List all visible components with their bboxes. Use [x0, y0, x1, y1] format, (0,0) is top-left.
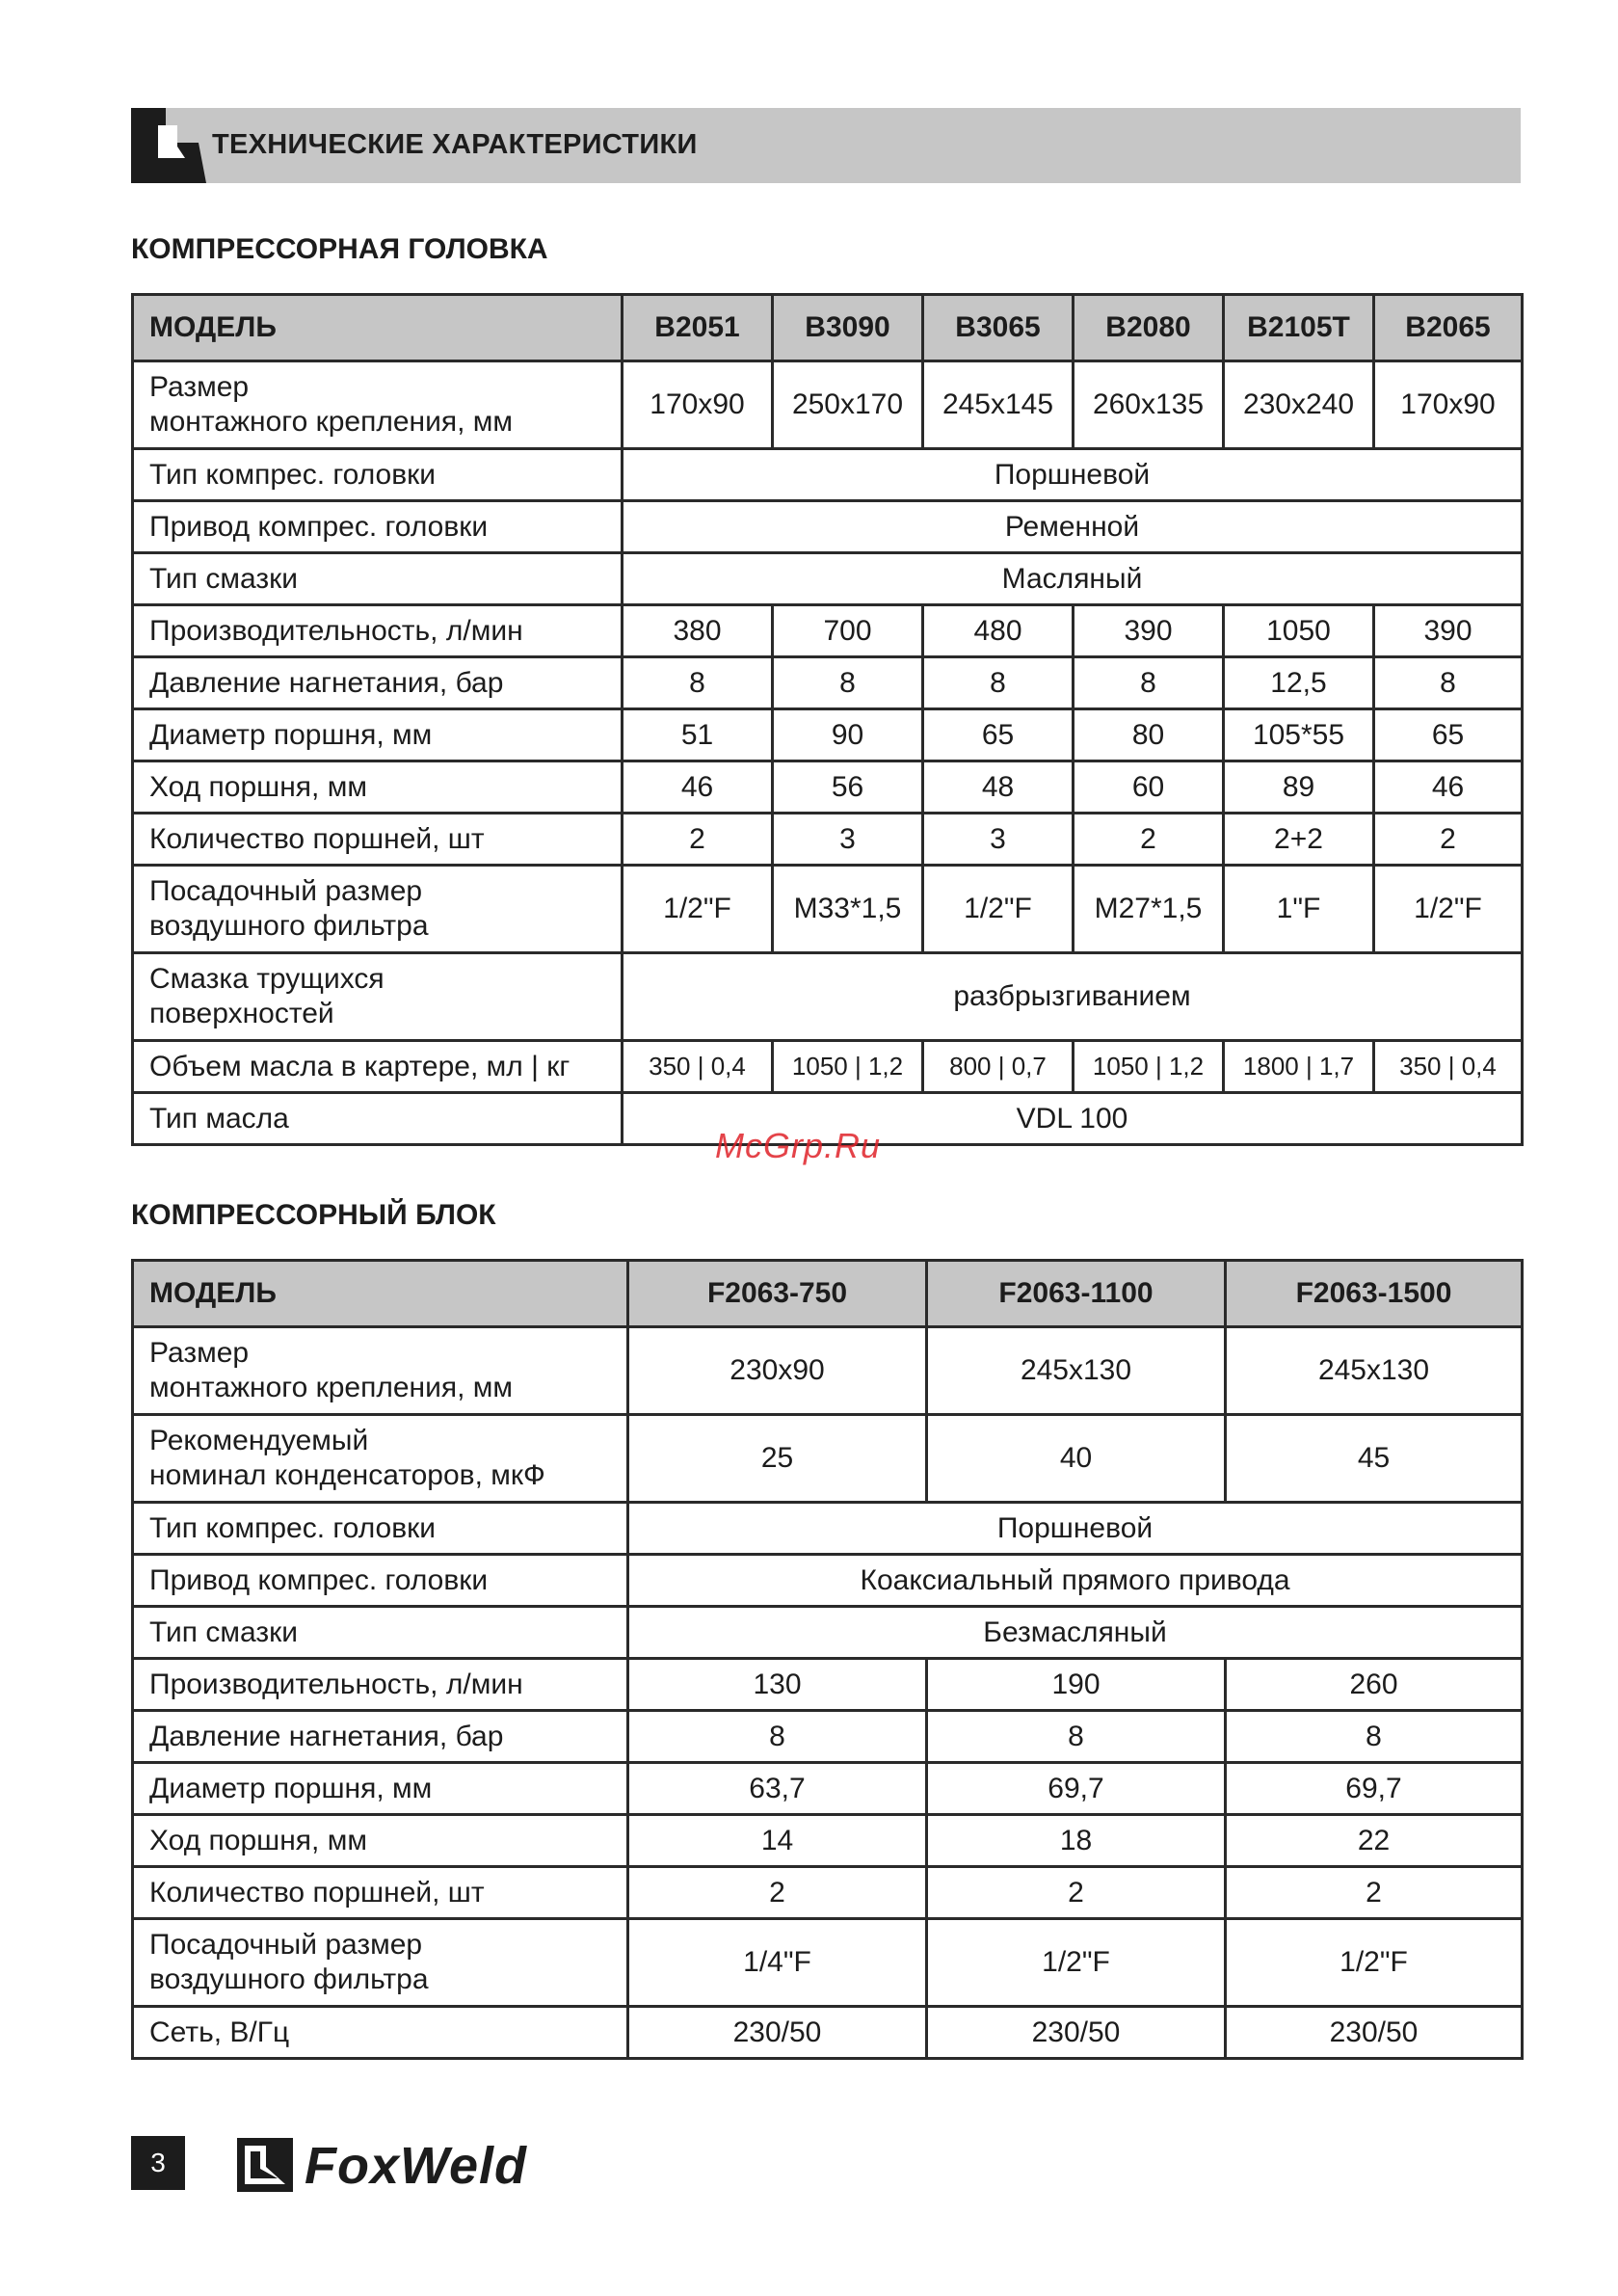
merged-value-cell: разбрызгиванием	[623, 953, 1523, 1041]
row-label-line: Диаметр поршня, мм	[149, 718, 433, 751]
value-cell: 63,7	[628, 1763, 927, 1815]
value-cell: 2	[1226, 1867, 1523, 1919]
value-cell: 90	[773, 709, 923, 761]
model-header-label: МОДЕЛЬ	[133, 295, 623, 361]
row-label	[133, 1093, 623, 1145]
row-label-line: Давление нагнетания, бар	[149, 1720, 504, 1752]
table-row	[133, 501, 1523, 553]
table-row	[133, 1659, 1523, 1711]
row-label	[133, 761, 623, 814]
value-cell: 69,7	[927, 1763, 1226, 1815]
model-header-label: МОДЕЛЬ	[133, 1261, 628, 1327]
value-cell: 170x90	[1374, 361, 1523, 449]
value-cell: 46	[1374, 761, 1523, 814]
value-cell: 230/50	[927, 2007, 1226, 2059]
value-cell: 2	[927, 1867, 1226, 1919]
row-label	[133, 1327, 628, 1415]
value-cell: 250x170	[773, 361, 923, 449]
value-cell: 48	[923, 761, 1074, 814]
merged-value-cell: Коаксиальный прямого привода	[628, 1555, 1523, 1607]
row-label	[133, 2007, 628, 2059]
table-row	[133, 2007, 1523, 2059]
row-label	[133, 501, 623, 553]
table-row	[133, 761, 1523, 814]
table-row	[133, 1415, 1523, 1503]
value-cell: 1/2"F	[1226, 1919, 1523, 2007]
value-cell: 22	[1226, 1815, 1523, 1867]
value-cell: 230x240	[1224, 361, 1374, 449]
value-cell: 3	[773, 814, 923, 866]
value-cell: M27*1,5	[1074, 866, 1224, 953]
value-cell: 1800 | 1,7	[1224, 1041, 1374, 1093]
row-label	[133, 1867, 628, 1919]
table-row	[133, 449, 1523, 501]
value-cell: 8	[1374, 657, 1523, 709]
row-label	[133, 1607, 628, 1659]
row-label-line: номинал конденсаторов, мкФ	[149, 1459, 545, 1491]
model-column-header: B2080	[1074, 295, 1224, 361]
value-cell: 8	[773, 657, 923, 709]
row-label-line: Производительность, л/мин	[149, 614, 523, 647]
row-label-line: Давление нагнетания, бар	[149, 666, 504, 699]
table-row	[133, 1763, 1523, 1815]
page-number: 3	[131, 2136, 185, 2190]
row-label	[133, 1659, 628, 1711]
watermark: McGrp.Ru	[715, 1126, 882, 1165]
table-row	[133, 361, 1523, 449]
row-label	[133, 1503, 628, 1555]
value-cell: 8	[923, 657, 1074, 709]
row-label	[133, 709, 623, 761]
row-label-line: монтажного крепления, мм	[149, 1372, 514, 1403]
section-title-compressor-head: КОМПРЕССОРНАЯ ГОЛОВКА	[131, 233, 548, 265]
row-label	[133, 1711, 628, 1763]
value-cell: 2	[1074, 814, 1224, 866]
row-label-line: Количество поршней, шт	[149, 1876, 485, 1909]
value-cell: 51	[623, 709, 773, 761]
row-label-line: воздушного фильтра	[149, 1963, 429, 1995]
model-column-header: B3065	[923, 295, 1074, 361]
value-cell: 2	[1374, 814, 1523, 866]
value-cell: 1/2"F	[1374, 866, 1523, 953]
value-cell: 12,5	[1224, 657, 1374, 709]
row-label-line: Смазка трущихся	[149, 963, 385, 995]
merged-value-cell: Безмасляный	[628, 1607, 1523, 1659]
row-label-line: Объем масла в картере, мл | кг	[149, 1050, 570, 1082]
value-cell: 69,7	[1226, 1763, 1523, 1815]
row-label-line: Посадочный размер	[149, 1929, 423, 1961]
table-row	[133, 1327, 1523, 1415]
row-label	[133, 553, 623, 605]
merged-value-cell: Поршневой	[628, 1503, 1523, 1555]
foxweld-logo-icon	[237, 2138, 293, 2192]
row-label-line: Рекомендуемый	[149, 1425, 369, 1456]
value-cell: 1/2"F	[927, 1919, 1226, 2007]
value-cell: 260	[1226, 1659, 1523, 1711]
value-cell: 390	[1374, 605, 1523, 657]
value-cell: 1050	[1224, 605, 1374, 657]
table-row	[133, 1555, 1523, 1607]
row-label-line: Размер	[149, 371, 250, 403]
merged-value-cell: VDL 100	[623, 1093, 1523, 1145]
value-cell: 190	[927, 1659, 1226, 1711]
value-cell: 480	[923, 605, 1074, 657]
value-cell: 1050 | 1,2	[773, 1041, 923, 1093]
value-cell: 1/2"F	[623, 866, 773, 953]
row-label	[133, 1041, 623, 1093]
value-cell: 130	[628, 1659, 927, 1711]
value-cell: 2	[628, 1867, 927, 1919]
merged-value-cell: Масляный	[623, 553, 1523, 605]
value-cell: 65	[923, 709, 1074, 761]
row-label-line: Диаметр поршня, мм	[149, 1772, 433, 1804]
row-label-line: Посадочный размер	[149, 875, 423, 907]
brand-logo	[237, 2137, 603, 2195]
row-label-line: Привод компрес. головки	[149, 510, 489, 543]
model-column-header: B2105T	[1224, 295, 1374, 361]
row-label-line: Тип компрес. головки	[149, 458, 437, 491]
value-cell: 8	[1226, 1711, 1523, 1763]
row-label-line: Размер	[149, 1337, 250, 1369]
value-cell: 230/50	[1226, 2007, 1523, 2059]
section-title-compressor-block: КОМПРЕССОРНЫЙ БЛОК	[131, 1199, 496, 1231]
value-cell: 245x130	[927, 1327, 1226, 1415]
value-cell: 14	[628, 1815, 927, 1867]
value-cell: 230x90	[628, 1327, 927, 1415]
row-label	[133, 361, 623, 449]
row-label	[133, 814, 623, 866]
value-cell: 80	[1074, 709, 1224, 761]
value-cell: 89	[1224, 761, 1374, 814]
value-cell: 260x135	[1074, 361, 1224, 449]
page-title: ТЕХНИЧЕСКИЕ ХАРАКТЕРИСТИКИ	[212, 129, 698, 160]
value-cell: 105*55	[1224, 709, 1374, 761]
model-column-header: F2063-1500	[1226, 1261, 1523, 1327]
value-cell: 390	[1074, 605, 1224, 657]
row-label-line: поверхностей	[149, 998, 334, 1029]
row-label	[133, 953, 623, 1041]
table-header-row	[133, 295, 1523, 361]
row-label	[133, 657, 623, 709]
value-cell: 25	[628, 1415, 927, 1503]
brand-name: FoxWeld	[305, 2137, 528, 2195]
value-cell: 350 | 0,4	[1374, 1041, 1523, 1093]
table-row	[133, 605, 1523, 657]
table-row	[133, 814, 1523, 866]
row-label	[133, 1763, 628, 1815]
table-row	[133, 1867, 1523, 1919]
table-row	[133, 709, 1523, 761]
row-label	[133, 866, 623, 953]
row-label-line: Ход поршня, мм	[149, 770, 367, 803]
value-cell: 170x90	[623, 361, 773, 449]
table-header-row	[133, 1261, 1523, 1327]
compressor-block-table	[131, 1259, 1524, 2060]
row-label	[133, 1919, 628, 2007]
merged-value-cell: Поршневой	[623, 449, 1523, 501]
model-column-header: F2063-750	[628, 1261, 927, 1327]
value-cell: 40	[927, 1415, 1226, 1503]
value-cell: 1050 | 1,2	[1074, 1041, 1224, 1093]
model-column-header: F2063-1100	[927, 1261, 1226, 1327]
table-row	[133, 866, 1523, 953]
row-label	[133, 605, 623, 657]
value-cell: 2+2	[1224, 814, 1374, 866]
value-cell: 3	[923, 814, 1074, 866]
value-cell: 230/50	[628, 2007, 927, 2059]
value-cell: 1"F	[1224, 866, 1374, 953]
row-label-line: монтажного крепления, мм	[149, 406, 514, 438]
row-label-line: Тип смазки	[149, 1615, 298, 1648]
table-row	[133, 553, 1523, 605]
table-row	[133, 1919, 1523, 2007]
value-cell: 46	[623, 761, 773, 814]
value-cell: 350 | 0,4	[623, 1041, 773, 1093]
row-label-line: Производительность, л/мин	[149, 1668, 523, 1700]
table-row	[133, 1041, 1523, 1093]
value-cell: 8	[927, 1711, 1226, 1763]
value-cell: 8	[1074, 657, 1224, 709]
value-cell: 18	[927, 1815, 1226, 1867]
compressor-head-table	[131, 293, 1524, 1146]
table-row	[133, 1503, 1523, 1555]
section-header	[131, 108, 1521, 183]
value-cell: 245x145	[923, 361, 1074, 449]
value-cell: 56	[773, 761, 923, 814]
model-column-header: B2065	[1374, 295, 1523, 361]
model-column-header: B2051	[623, 295, 773, 361]
row-label-line: Количество поршней, шт	[149, 822, 485, 855]
row-label-line: Тип компрес. головки	[149, 1511, 437, 1544]
row-label-line: Привод компрес. головки	[149, 1563, 489, 1596]
row-label-line: воздушного фильтра	[149, 910, 429, 942]
row-label-line: Тип масла	[149, 1102, 289, 1135]
row-label	[133, 1555, 628, 1607]
value-cell: 800 | 0,7	[923, 1041, 1074, 1093]
value-cell: 380	[623, 605, 773, 657]
row-label-line: Сеть, В/Гц	[149, 2016, 290, 2048]
row-label-line: Тип смазки	[149, 562, 298, 595]
value-cell: 45	[1226, 1415, 1523, 1503]
value-cell: 65	[1374, 709, 1523, 761]
value-cell: 245x130	[1226, 1327, 1523, 1415]
row-label	[133, 1815, 628, 1867]
value-cell: M33*1,5	[773, 866, 923, 953]
value-cell: 1/4"F	[628, 1919, 927, 2007]
table-row	[133, 1607, 1523, 1659]
row-label	[133, 1415, 628, 1503]
table-row	[133, 1711, 1523, 1763]
table-row	[133, 657, 1523, 709]
table-row	[133, 953, 1523, 1041]
merged-value-cell: Ременной	[623, 501, 1523, 553]
value-cell: 2	[623, 814, 773, 866]
value-cell: 8	[623, 657, 773, 709]
value-cell: 1/2"F	[923, 866, 1074, 953]
value-cell: 8	[628, 1711, 927, 1763]
row-label	[133, 449, 623, 501]
row-label-line: Ход поршня, мм	[149, 1824, 367, 1856]
table-row	[133, 1815, 1523, 1867]
value-cell: 700	[773, 605, 923, 657]
model-column-header: B3090	[773, 295, 923, 361]
value-cell: 60	[1074, 761, 1224, 814]
